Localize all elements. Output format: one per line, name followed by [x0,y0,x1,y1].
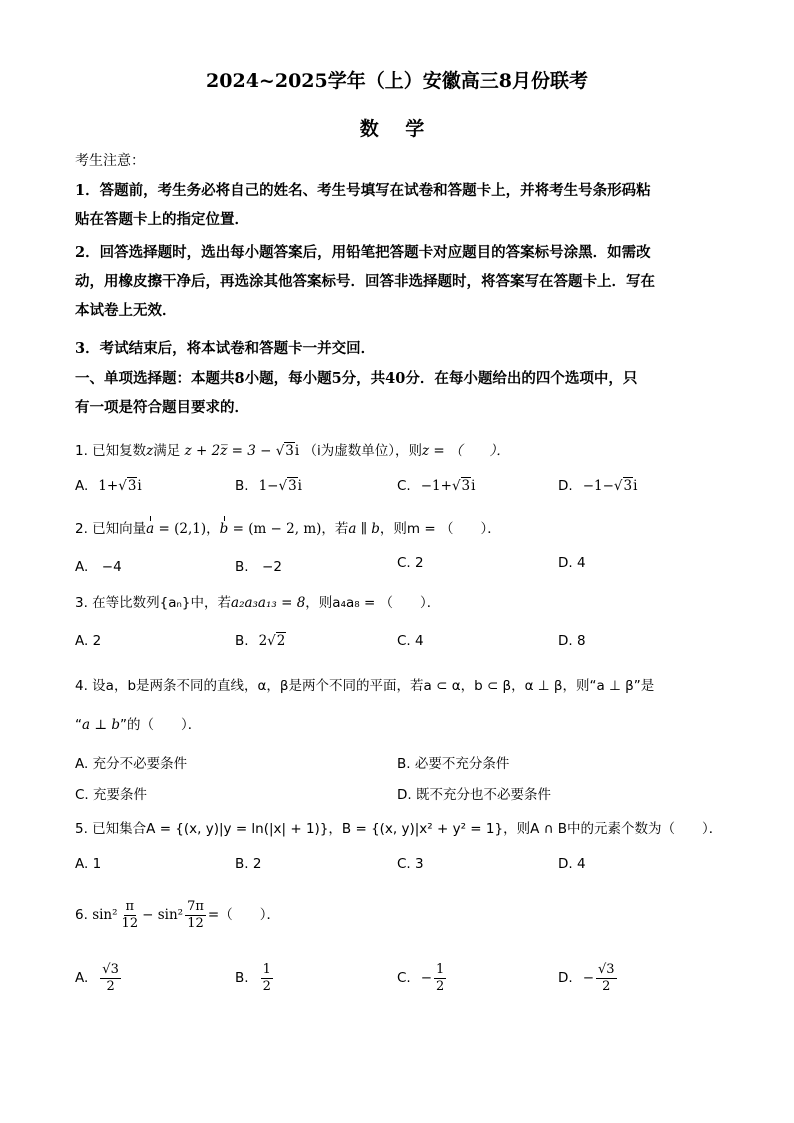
option-a: A. 充分不必要条件 [75,756,188,772]
option-b: B. 2√2 [235,633,286,649]
question-1-options [75,478,725,500]
question-6: 6. sin² $\frac{\pi}{12}$ − sin² $\frac{7\pi}{12}$ =（ ）． [75,898,280,931]
option-d: D. − $\frac{√3}{2}$ [558,961,615,994]
option-a: A. $\frac{√3}{2}$ [75,961,119,994]
option-c: C. − $\frac{1}{2}$ [397,961,445,994]
question-4-line-2: “a ⊥ b”的（ ）． [75,717,202,733]
question-6-options [75,958,725,998]
exam-subject: 数 学 [359,118,435,140]
question-4: 4. 设a，b是两条不同的直线，α，β是两个不同的平面，若a ⊂ α，b ⊂ β，α ⊥ β，则“a ⊥ β”是 [75,678,655,694]
option-b: B. 必要不充分条件 [397,756,510,772]
option-b: B. 2 [235,856,262,872]
option-c: C. 2 [397,555,424,571]
option-a: A. −4 [75,559,122,575]
option-a: A. 2 [75,633,102,649]
section-heading-single-choice: 一、单项选择题：本题共8小题，每小题5分，共40分．在每小题给出的四个选项中，只 有一项是符合题目要求的． [75,370,638,416]
option-d: D. −1−√3i [558,478,638,494]
notice-item-3: 3．考试结束后，将本试卷和答题卡一并交回． [75,340,376,357]
option-d: D. 既不充分也不必要条件 [397,787,551,803]
option-a: A. 1+√3i [75,478,142,494]
question-2: 2. 已知向量a = (2,1)，b = (m − 2, m)，若a ∥ b，则m = （ ）． [75,518,725,540]
option-b: B. 1−√3i [235,478,302,494]
question-5: 5. 已知集合A = {(x, y)|y = ln(|x| + 1)}，B = {(x, y)|x² + y² = 1}，则A ∩ B中的元素个数为（ ）． [75,821,723,837]
question-4-options-row-2 [75,783,725,805]
option-d: D. 4 [558,555,586,571]
notice-item-2: 2．回答选择题时，选出每小题答案后，用铅笔把答题卡对应题目的答案标号涂黑．如需改 动，用橡皮擦干净后，再选涂其他答案标号．回答非选择题时，将答案写在答题卡上．写在 本试卷上无效． [75,244,655,319]
option-c: C. 4 [397,633,424,649]
question-2-options [75,555,725,577]
option-b: B. −2 [235,559,282,575]
question-5-options [75,856,725,878]
exam-title: 2024~2025学年（上）安徽高三8月份联考 [206,70,588,92]
question-3: 3. 在等比数列{aₙ}中，若a₂a₃a₁₃ = 8，则a₄a₈ = （ ）． [75,595,441,611]
option-c: C. 充要条件 [75,787,148,803]
option-a: A. 1 [75,856,102,872]
option-d: D. 8 [558,633,586,649]
fraction: $\frac{\pi}{12}$ [121,898,139,931]
option-c: C. −1+√3i [397,478,476,494]
option-c: C. 3 [397,856,424,872]
question-4-options-row-1 [75,752,725,774]
fraction: $\frac{7\pi}{12}$ [187,898,204,931]
question-3-options [75,633,725,655]
notice-heading: 考生注意： [75,153,145,169]
option-b: B. $\frac{1}{2}$ [235,961,271,994]
option-d: D. 4 [558,856,586,872]
question-1: 1. 已知复数z满足 z + 2z̅ = 3 − √3i （i为虚数单位），则z = （ ）． [75,443,510,459]
notice-item-1: 1．答题前，考生务必将自己的姓名、考生号填写在试卷和答题卡上，并将考生号条形码粘 贴在答题卡上的指定位置． [75,182,651,228]
